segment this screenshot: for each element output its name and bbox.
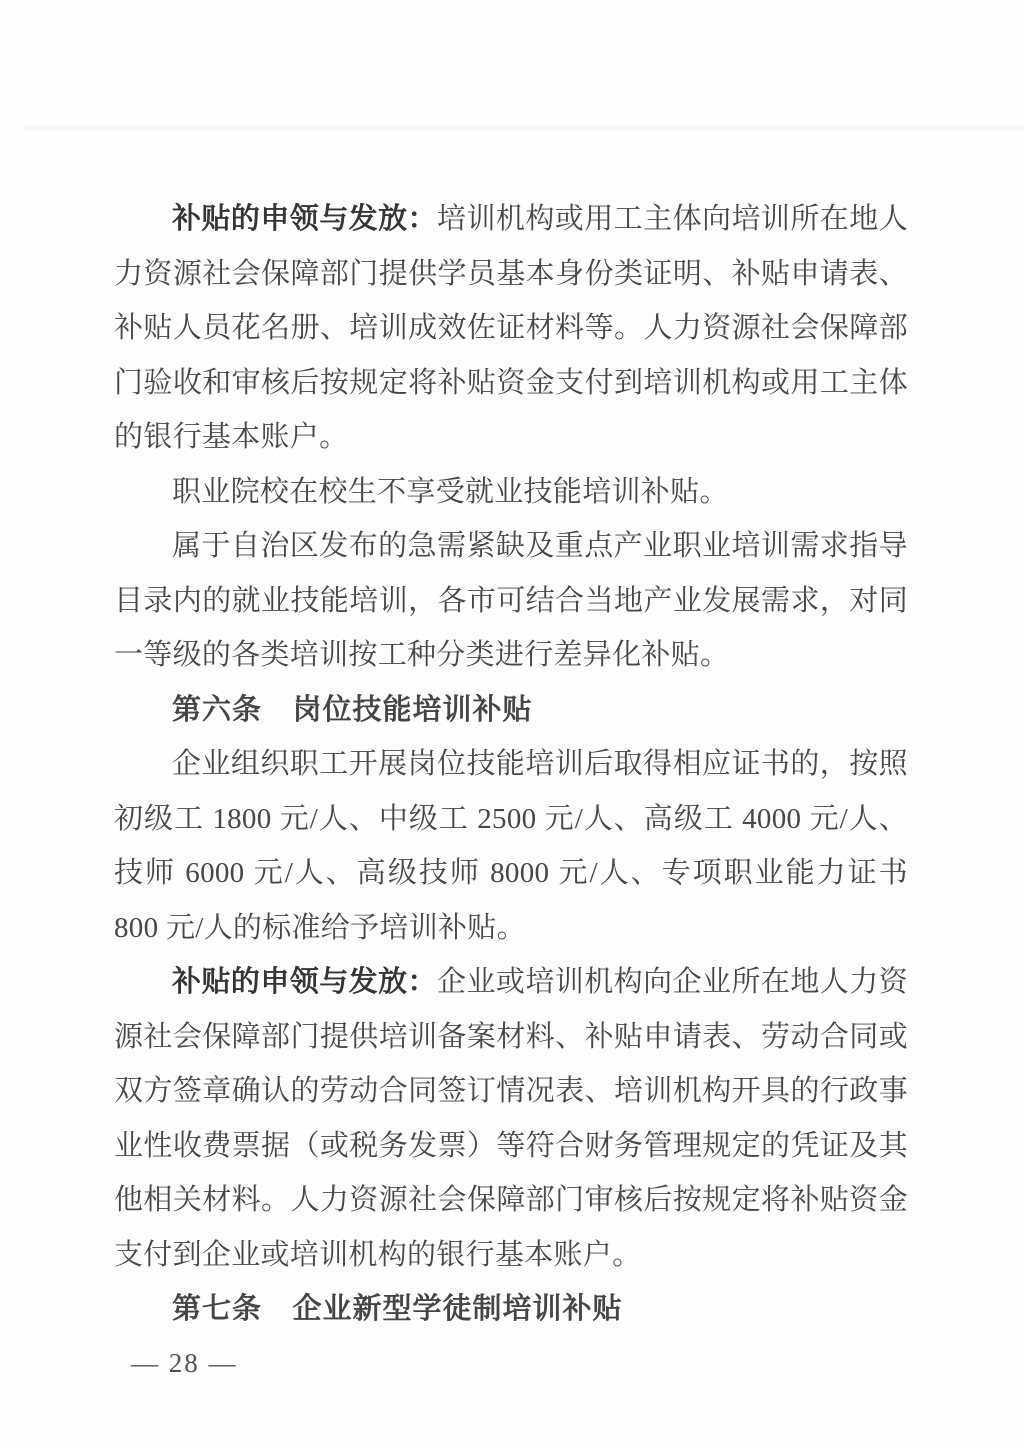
article-title: 岗位技能培训补贴 [292, 693, 533, 726]
article-heading-seven [114, 1282, 908, 1337]
paragraph-text: 职业院校在校生不享受就业技能培训补贴。 [172, 475, 729, 508]
paragraph-post-skill-subsidy-standards [114, 737, 908, 955]
article-number: 第六条 [172, 693, 263, 726]
document-text-block [114, 192, 908, 1337]
paragraph-bold-lead: 补贴的申领与发放： [172, 966, 438, 998]
article-title: 企业新型学徒制培训补贴 [292, 1293, 623, 1325]
paragraph-text: 企业组织职工开展岗位技能培训后取得相应证书的，按照初级工 1800 元/人、中级工 2500 元/人、高级工 4000 元/人、技师 6000 元/人、高级技师 8000 元/人、专项职业能力证书 800 元/人的标准给予培训补贴。 [114, 748, 908, 944]
page-number: — 28 — [131, 1348, 238, 1378]
paragraph-catalog-differentiated-subsidy [114, 519, 908, 683]
paragraph-text: 培训机构或用工主体向培训所在地人力资源社会保障部门提供学员基本身份类证明、补贴申请表、补贴人员花名册、培训成效佐证材料等。人力资源社会保障部门验收和审核后按规定将补贴资金支付到培训机构或用工主体的银行基本账户。 [114, 203, 908, 453]
paragraph-text: 企业或培训机构向企业所在地人力资源社会保障部门提供培训备案材料、补贴申请表、劳动合同或双方签章确认的劳动合同签订情况表、培训机构开具的行政事业性收费票据（或税务发票）等符合财务管理规定的凭证及其他相关材料。人力资源社会保障部门审核后按规定将补贴资金支付到企业或培训机构的银行基本账户。 [114, 966, 908, 1271]
paragraph-subsidy-application-1 [114, 192, 908, 465]
paragraph-subsidy-application-2 [114, 955, 908, 1282]
scan-artifact-band [25, 125, 1024, 131]
paragraph-bold-lead: 补贴的申领与发放： [172, 203, 438, 235]
paragraph-text: 属于自治区发布的急需紧缺及重点产业职业培训需求指导目录内的就业技能培训，各市可结合当地产业发展需求，对同一等级的各类培训按工种分类进行差异化补贴。 [114, 530, 908, 671]
paragraph-vocational-school-note [114, 465, 908, 520]
article-heading-six [114, 683, 908, 738]
article-number: 第七条 [172, 1293, 263, 1325]
